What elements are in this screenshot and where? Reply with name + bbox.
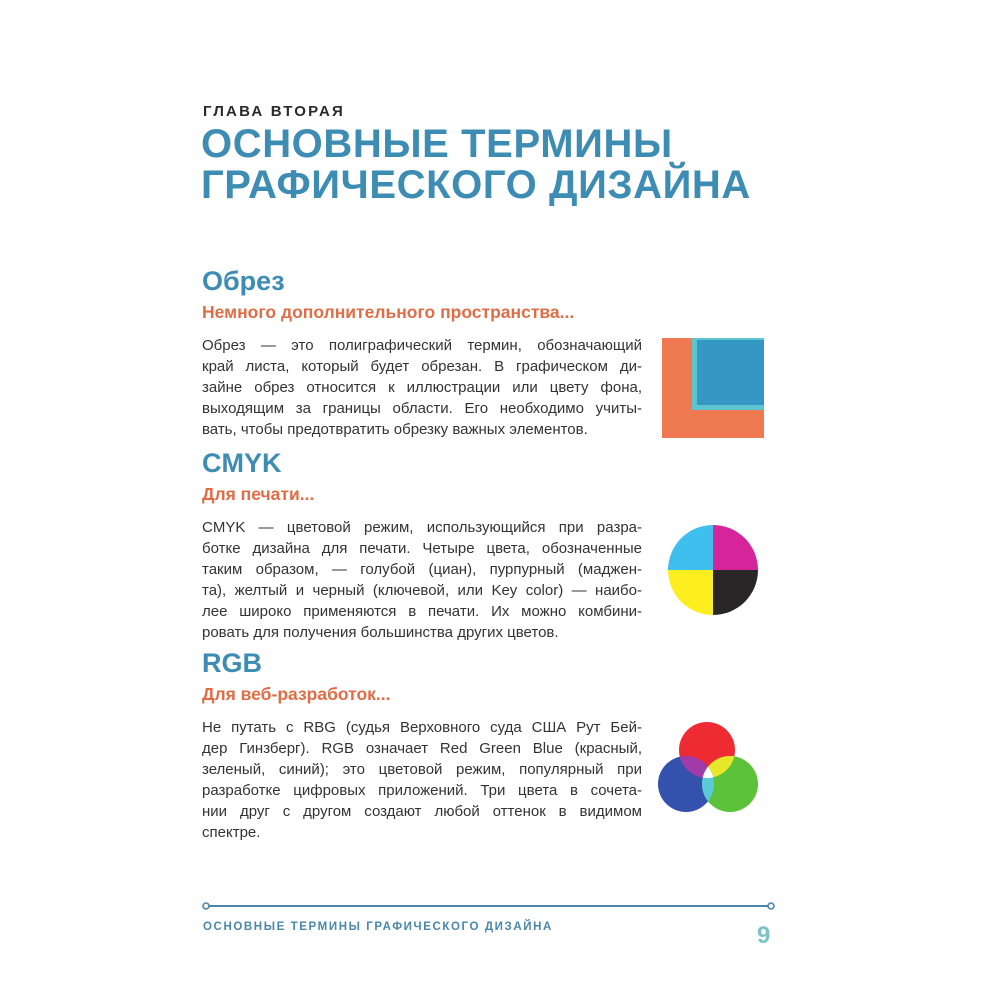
body-line: вать, чтобы предотвратить обрезку важных элементов.: [202, 421, 588, 438]
running-footer-title: ОСНОВНЫЕ ТЕРМИНЫ ГРАФИЧЕСКОГО ДИЗАЙНА: [203, 921, 553, 933]
body-line: CMYK — цветовой режим, использующийся при разра-: [202, 519, 642, 536]
section-body: [202, 717, 642, 843]
body-line: разработке цифровых приложений. Три цвета в сочета-: [202, 782, 642, 799]
section-subtitle: Немного дополнительного пространства...: [202, 302, 575, 322]
section-subtitle: Для печати...: [202, 484, 315, 504]
body-line: таким образом, — голубой (циан), пурпурный (маджен-: [202, 561, 642, 578]
body-line: край листа, который будет обрезан. В графическом ди-: [202, 358, 642, 375]
body-line: спектре.: [202, 824, 261, 841]
bleed-illustration-icon: [662, 338, 764, 438]
body-line: зеленый, синий); это цветовой режим, популярный при: [202, 761, 642, 778]
body-line: Не путать с RBG (судья Верховного суда США Рут Бей-: [202, 719, 642, 736]
section-title: RGB: [202, 648, 262, 678]
footer-divider: [202, 898, 776, 908]
section-title: CMYK: [202, 448, 282, 478]
section-rgb: [202, 648, 642, 843]
body-line: Обрез — это полиграфический термин, обозначающий: [202, 337, 642, 354]
cmyk-circle-icon: [668, 525, 758, 615]
section-cmyk: [202, 448, 642, 643]
body-line: выходящим за границы области. Его необходимо учиты-: [202, 400, 642, 417]
page-number: 9: [757, 922, 771, 949]
section-body: [202, 335, 642, 440]
rgb-venn-icon: [656, 720, 760, 816]
body-line: ровать для получения большинства других цветов.: [202, 624, 559, 641]
chapter-label: ГЛАВА ВТОРАЯ: [203, 103, 345, 120]
page-title-line-1: ОСНОВНЫЕ ТЕРМИНЫ: [201, 122, 673, 166]
body-line: зайне обрез относится к иллюстрации или цвету фона,: [202, 379, 642, 396]
page-title-line-2: ГРАФИЧЕСКОГО ДИЗАЙНА: [201, 163, 751, 207]
section-bleed: [202, 266, 642, 440]
section-body: [202, 517, 642, 643]
body-line: та), желтый и черный (ключевой, или Key color) — наибо-: [202, 582, 642, 599]
body-line: дер Гинзберг). RGB означает Red Green Blue (красный,: [202, 740, 642, 757]
body-line: ботке дизайна для печати. Четыре цвета, обозначенные: [202, 540, 642, 557]
body-line: лее широко применяются в печати. Их можно комбини-: [202, 603, 642, 620]
section-subtitle: Для веб-разработок...: [202, 684, 391, 704]
section-title: Обрез: [202, 266, 285, 296]
body-line: нии друг с другом создают любой оттенок в видимом: [202, 803, 642, 820]
page-title: [201, 124, 751, 206]
